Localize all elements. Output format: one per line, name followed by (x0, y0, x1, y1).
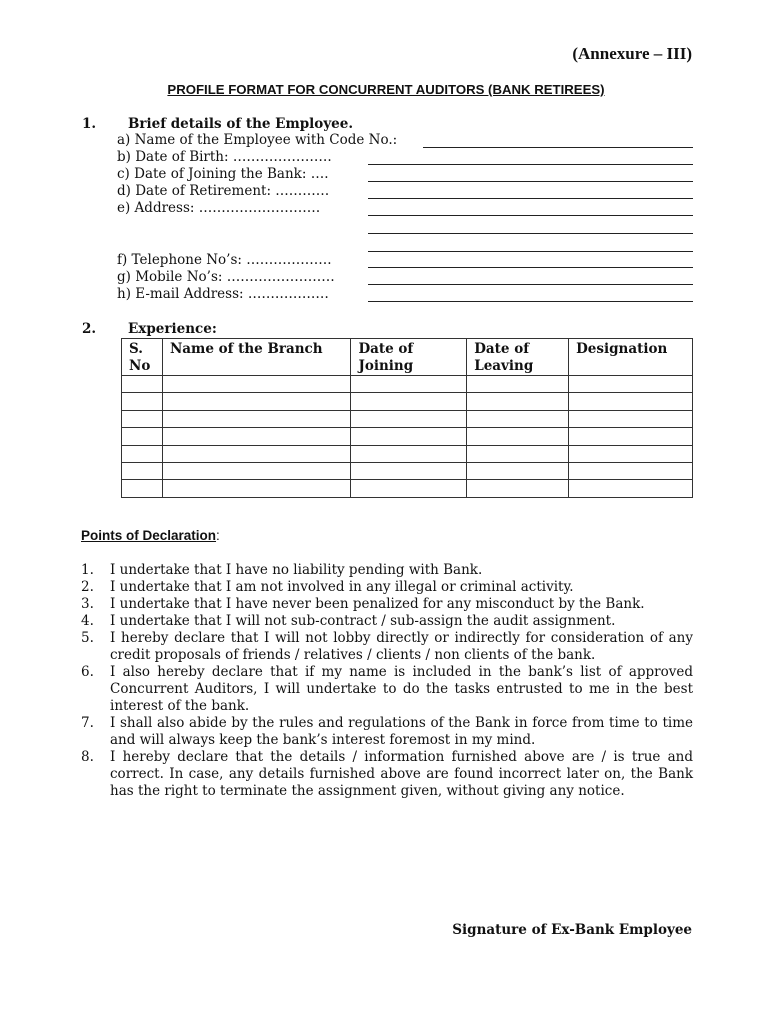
field-input-line[interactable] (368, 164, 693, 165)
table-row (122, 462, 693, 479)
page-title (0, 82, 770, 97)
section1-number: 1. (82, 116, 97, 132)
table-cell[interactable] (467, 445, 569, 462)
declaration-item-number: 7. (81, 715, 94, 731)
table-row (122, 393, 693, 410)
declaration-item (81, 613, 693, 630)
declaration-item (81, 749, 693, 800)
section1-heading: Brief details of the Employee. (128, 116, 354, 132)
declaration-item-text: I hereby declare that I will not lobby directly or indirectly for consideration of any credit proposals of friends / relatives / clients / non clients of the bank. (110, 630, 693, 663)
table-cell[interactable] (122, 393, 163, 410)
field-label: h) E-mail Address: ……………… (117, 286, 329, 302)
field-input-line[interactable] (368, 267, 693, 268)
declaration-heading-colon: : (216, 528, 220, 543)
table-cell[interactable] (351, 445, 467, 462)
table-cell[interactable] (569, 376, 693, 393)
field-input-line[interactable] (423, 147, 693, 148)
declaration-item-number: 2. (81, 579, 94, 595)
table-cell[interactable] (162, 393, 350, 410)
table-cell[interactable] (351, 376, 467, 393)
table-cell[interactable] (569, 445, 693, 462)
declaration-heading (81, 528, 220, 543)
declaration-item-number: 5. (81, 630, 94, 646)
field-label: f) Telephone No’s: ………………. (117, 252, 332, 268)
table-cell[interactable] (467, 462, 569, 479)
declaration-item-number: 4. (81, 613, 94, 629)
table-cell[interactable] (162, 410, 350, 427)
table-cell[interactable] (467, 428, 569, 445)
table-cell[interactable] (351, 480, 467, 497)
table-cell[interactable] (569, 462, 693, 479)
declaration-item (81, 562, 693, 579)
field-input-line[interactable] (368, 251, 693, 252)
table-row (122, 410, 693, 427)
table-cell[interactable] (122, 428, 163, 445)
declaration-item-text: I also hereby declare that if my name is included in the bank’s list of approved Concurrent Auditors, I will undertake to do the tasks entrusted to me in the best interest of the bank. (110, 664, 693, 714)
declaration-item-text: I hereby declare that the details / information furnished above are / is true and correct. In case, any details furnished above are found incorrect later on, the Bank has the right to terminate the assignment given, without giving any notice. (110, 749, 693, 799)
declaration-item (81, 715, 693, 749)
field-input-line[interactable] (368, 233, 693, 234)
field-input-line[interactable] (368, 198, 693, 199)
declaration-heading-text: Points of Declaration (81, 528, 217, 543)
table-cell[interactable] (122, 376, 163, 393)
declaration-item-number: 8. (81, 749, 94, 765)
field-label: c) Date of Joining the Bank: …. (117, 166, 329, 182)
declaration-item-text: I undertake that I have no liability pending with Bank. (110, 562, 483, 578)
table-cell[interactable] (122, 480, 163, 497)
declaration-item-number: 3. (81, 596, 94, 612)
col-header-date-leaving: Date of Leaving (467, 339, 569, 376)
table-cell[interactable] (162, 480, 350, 497)
declaration-item-text: I undertake that I have never been penalized for any misconduct by the Bank. (110, 596, 645, 612)
declaration-item-text: I undertake that I will not sub-contract / sub-assign the audit assignment. (110, 613, 616, 629)
annexure-label: (Annexure – III) (572, 44, 692, 63)
section2-number: 2. (82, 321, 97, 337)
table-cell[interactable] (467, 376, 569, 393)
declaration-item (81, 596, 693, 613)
field-input-line[interactable] (368, 284, 693, 285)
field-label: b) Date of Birth: …………………. (117, 149, 332, 165)
experience-table (121, 338, 693, 498)
table-row (122, 428, 693, 445)
table-cell[interactable] (162, 376, 350, 393)
field-label: a) Name of the Employee with Code No.: (117, 132, 398, 148)
table-cell[interactable] (351, 393, 467, 410)
page-title-text: PROFILE FORMAT FOR CONCURRENT AUDITORS (BANK RETIREES) (167, 82, 605, 97)
declaration-item-number: 6. (81, 664, 94, 680)
field-input-line[interactable] (368, 215, 693, 216)
table-cell[interactable] (569, 393, 693, 410)
declaration-list (81, 562, 693, 800)
col-header-designation: Designation (569, 339, 693, 376)
table-row (122, 445, 693, 462)
field-input-line[interactable] (368, 301, 693, 302)
field-label: d) Date of Retirement: ………… (117, 183, 330, 199)
table-row (122, 480, 693, 497)
declaration-item (81, 630, 693, 664)
table-cell[interactable] (467, 393, 569, 410)
col-header-s-no: S. No (122, 339, 163, 376)
field-input-line[interactable] (368, 181, 693, 182)
declaration-item-text: I shall also abide by the rules and regulations of the Bank in force from time to time and will always keep the bank’s interest foremost in my mind. (110, 715, 693, 748)
col-header-branch: Name of the Branch (162, 339, 350, 376)
col-header-date-joining: Date of Joining (351, 339, 467, 376)
table-cell[interactable] (569, 410, 693, 427)
table-cell[interactable] (351, 410, 467, 427)
declaration-item-number: 1. (81, 562, 94, 578)
table-cell[interactable] (351, 428, 467, 445)
experience-table-header (122, 339, 693, 376)
section2-heading: Experience: (128, 321, 217, 337)
table-row (122, 376, 693, 393)
signature-label: Signature of Ex-Bank Employee (452, 922, 692, 938)
table-cell[interactable] (162, 428, 350, 445)
table-cell[interactable] (122, 445, 163, 462)
field-label: g) Mobile No’s: …………………… (117, 269, 335, 285)
declaration-item (81, 579, 693, 596)
table-cell[interactable] (569, 428, 693, 445)
table-cell[interactable] (569, 480, 693, 497)
table-cell[interactable] (122, 410, 163, 427)
declaration-item (81, 664, 693, 715)
table-cell[interactable] (467, 410, 569, 427)
table-cell[interactable] (351, 462, 467, 479)
table-cell[interactable] (122, 462, 163, 479)
declaration-item-text: I undertake that I am not involved in any illegal or criminal activity. (110, 579, 574, 595)
table-cell[interactable] (162, 462, 350, 479)
table-cell[interactable] (467, 480, 569, 497)
table-cell[interactable] (162, 445, 350, 462)
field-label: e) Address: ……………………… (117, 200, 321, 216)
